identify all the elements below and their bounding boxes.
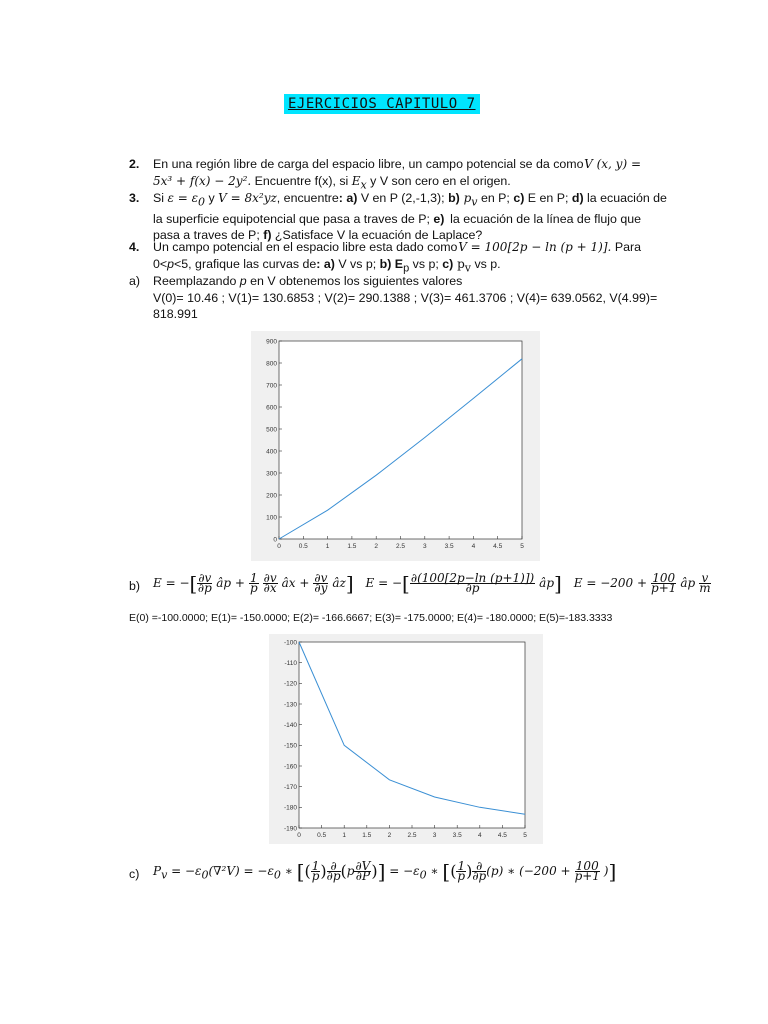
problem-text: la ecuación de xyxy=(583,191,667,205)
x-tick-label: 4.5 xyxy=(493,543,503,550)
fraction-denominator: m xyxy=(699,581,711,595)
problem-text: vs p; xyxy=(409,256,443,271)
math-bracket: ( xyxy=(340,861,347,881)
y-tick-label: -110 xyxy=(284,659,297,667)
plot-area xyxy=(279,341,522,539)
problem-text: En una región libre de carga del espacio libre, un campo potencial se da como xyxy=(153,157,584,171)
problem-text: Para xyxy=(611,240,641,254)
fraction-denominator: ∂P xyxy=(355,869,371,883)
y-tick-label: -190 xyxy=(283,825,297,833)
chart-svg xyxy=(269,634,543,844)
math-expression: V (x, y) = xyxy=(584,157,641,171)
chart-v-vs-p xyxy=(251,331,540,561)
math-bracket: ( xyxy=(304,861,311,881)
problem-text: 0< xyxy=(153,256,168,271)
x-tick-label: 0 xyxy=(297,832,301,839)
problem-text: <5, grafique las curvas de xyxy=(174,256,317,271)
fraction-denominator: ∂p xyxy=(465,581,480,595)
values-list: E(0) =-100.0000; E(1)= -150.0000; E(2)= -166.6667; E(3)= -175.0000; E(4)= -180.0000; E(5)=-183.3333 xyxy=(129,612,613,624)
x-tick-label: 3.5 xyxy=(444,543,454,550)
math-bracket: ] xyxy=(345,571,354,596)
math-bracket: [ xyxy=(442,859,451,884)
x-tick-label: 4 xyxy=(477,832,482,839)
problem-text: en V obtenemos los siguientes valores xyxy=(246,274,463,288)
fraction xyxy=(410,571,535,595)
math-expression: (p) ∗ (−200 + xyxy=(486,864,571,878)
fraction-denominator: ∂y xyxy=(314,581,328,595)
fraction-numerator: 1 xyxy=(311,859,320,873)
math-expression: ∗ xyxy=(426,864,443,878)
chart-e-vs-p xyxy=(269,634,543,844)
problem-text: vs p. xyxy=(471,256,501,271)
fraction-denominator: p+1 xyxy=(574,869,600,883)
y-tick-label: 300 xyxy=(266,470,277,478)
fraction-denominator: p xyxy=(311,869,320,883)
part-label: : a) xyxy=(316,256,335,271)
fraction-numerator: 1 xyxy=(249,571,258,585)
math-subscript: 0 xyxy=(273,868,281,882)
x-tick-label: 1.5 xyxy=(362,832,372,839)
fraction-denominator: ∂x xyxy=(263,581,277,595)
problem-text: en P; xyxy=(477,191,514,205)
math-subscript: v xyxy=(161,868,168,882)
problem-text: ¿Satisface V la ecuación de Laplace? xyxy=(271,228,483,243)
chart-svg xyxy=(251,331,540,561)
math-expression: E = −200 + xyxy=(573,576,648,590)
x-tick-label: 0.5 xyxy=(298,543,308,550)
math-subscript: v xyxy=(471,195,478,209)
x-tick-label: 1.5 xyxy=(347,543,357,550)
math-expression: âz xyxy=(332,576,346,590)
part-label: e) xyxy=(433,211,445,226)
math-symbol: p xyxy=(346,864,355,878)
x-tick-label: 3 xyxy=(422,543,427,550)
y-tick-label: 200 xyxy=(266,492,277,500)
formula-c xyxy=(153,859,617,884)
y-tick-label: 900 xyxy=(266,338,277,346)
math-expression: ) xyxy=(599,864,609,878)
part-label: a) xyxy=(129,274,141,288)
fraction-denominator: ∂p xyxy=(197,581,212,595)
x-tick-label: 0 xyxy=(277,543,281,550)
math-expression: âx + xyxy=(281,576,310,590)
problem-text: Si xyxy=(153,191,168,205)
math-symbol: p xyxy=(453,256,465,271)
math-expression: V = 100[2p − ln (p + 1)]. xyxy=(458,240,612,254)
fraction xyxy=(263,571,278,595)
math-symbol: P xyxy=(153,864,162,878)
part-label: b) xyxy=(448,191,460,205)
page-title: EJERCICIOS CAPITULO 7 xyxy=(284,94,480,114)
problem-text: la ecuación de la línea de flujo que xyxy=(450,211,641,226)
math-subscript: p xyxy=(403,261,410,274)
part-label: c) xyxy=(129,867,140,881)
math-bracket: ] xyxy=(377,859,386,884)
y-tick-label: -100 xyxy=(283,639,297,647)
fraction xyxy=(326,859,341,883)
math-expression: V = 8x²yz xyxy=(218,191,277,205)
problem-text: Encuentre f(x), si xyxy=(251,173,352,188)
values-list: 818.991 xyxy=(153,307,198,321)
problem-text: y xyxy=(205,191,219,205)
problem-text: Reemplazando xyxy=(153,274,240,288)
y-tick-label: 400 xyxy=(266,448,277,456)
problem-text: E en P; xyxy=(524,191,572,205)
y-tick-label: 0 xyxy=(273,536,277,544)
problem-number: 4. xyxy=(129,240,140,254)
math-expression: âp xyxy=(539,576,555,590)
part-label: b) xyxy=(379,256,392,271)
problem-text: Un campo potencial en el espacio libre esta dado como xyxy=(153,240,458,254)
problem-number: 2. xyxy=(129,157,140,171)
fraction xyxy=(249,571,259,595)
fraction-numerator: 100 xyxy=(575,859,599,873)
fraction-numerator: ∂ xyxy=(327,862,341,872)
math-symbol: p xyxy=(167,256,175,271)
fraction-numerator: ∂V xyxy=(355,859,371,873)
x-tick-label: 2 xyxy=(387,832,392,839)
fraction xyxy=(574,859,600,883)
fraction-numerator: ∂v xyxy=(314,571,328,585)
math-expression: = −ε xyxy=(167,864,202,878)
y-tick-label: -120 xyxy=(283,680,297,688)
fraction-numerator: v xyxy=(699,574,710,584)
fraction xyxy=(313,571,328,595)
math-subscript: 0 xyxy=(201,868,209,882)
problem-text: V vs p; xyxy=(334,256,380,271)
math-bracket: [ xyxy=(189,571,198,596)
y-tick-label: -140 xyxy=(283,721,297,729)
fraction-numerator: 100 xyxy=(652,571,676,585)
x-tick-label: 3 xyxy=(432,832,437,839)
math-bracket: ] xyxy=(608,859,617,884)
part-label: : a) xyxy=(338,191,358,205)
math-expression: âp xyxy=(680,576,696,590)
math-symbol: p xyxy=(459,191,472,205)
x-tick-label: 1 xyxy=(342,832,347,839)
math-expression: ∗ xyxy=(280,864,297,878)
math-expression: âp + xyxy=(216,576,245,590)
math-subscript: 0 xyxy=(198,195,206,209)
math-bracket: ( xyxy=(450,861,457,881)
fraction-numerator: ∂ xyxy=(472,862,486,872)
part-label: b) xyxy=(129,579,141,593)
values-list: V(0)= 10.46 ; V(1)= 130.6853 ; V(2)= 290.1388 ; V(3)= 461.3706 ; V(4)= 639.0562, V(4.99)= xyxy=(153,290,658,305)
problem-text: pasa a traves de P; xyxy=(153,228,264,243)
y-tick-label: 800 xyxy=(266,360,277,368)
math-expression: (∇²V) = −ε xyxy=(208,864,274,878)
problem-text: y V son cero en el origen. xyxy=(366,173,511,188)
part-label: f) xyxy=(263,228,272,243)
fraction xyxy=(699,571,711,595)
math-symbol: p xyxy=(239,274,247,288)
math-subscript: v xyxy=(464,260,471,274)
x-tick-label: 0.5 xyxy=(317,832,327,839)
fraction xyxy=(472,859,487,883)
math-bracket: ) xyxy=(466,861,473,881)
fraction-denominator: p+1 xyxy=(651,581,677,595)
math-expression: E = − xyxy=(153,576,190,590)
fraction-denominator: ∂p xyxy=(326,869,341,883)
math-bracket: ) xyxy=(371,861,378,881)
fraction xyxy=(651,571,677,595)
problem-number: 3. xyxy=(129,191,140,205)
math-expression: ε = ε xyxy=(167,191,199,205)
part-label: c) xyxy=(513,191,525,205)
plot-area xyxy=(299,642,525,828)
x-tick-label: 4 xyxy=(471,543,476,550)
fraction-numerator: ∂v xyxy=(263,571,277,585)
fraction xyxy=(311,859,321,883)
fraction xyxy=(197,571,212,595)
y-tick-label: 500 xyxy=(266,426,277,434)
y-tick-label: -160 xyxy=(283,763,297,771)
part-label: c) xyxy=(442,256,454,271)
math-expression: = −ε xyxy=(385,864,420,878)
fraction xyxy=(456,859,466,883)
fraction-denominator: ∂p xyxy=(472,869,487,883)
x-tick-label: 5 xyxy=(523,832,527,839)
y-tick-label: -150 xyxy=(283,742,297,750)
formula-b xyxy=(153,571,711,596)
fraction xyxy=(354,859,371,883)
x-tick-label: 3.5 xyxy=(452,832,462,839)
math-subscript: x xyxy=(360,177,367,191)
math-subscript: 0 xyxy=(419,868,427,882)
y-tick-label: -130 xyxy=(283,701,297,709)
math-bracket: ) xyxy=(320,861,327,881)
x-tick-label: 2.5 xyxy=(407,832,417,839)
problem-text: V en P (2,-1,3); xyxy=(357,191,449,205)
math-expression: E = − xyxy=(365,576,403,590)
problem-text: , encuentre xyxy=(276,191,339,205)
y-tick-label: 100 xyxy=(266,514,277,522)
fraction-denominator: p xyxy=(457,869,466,883)
math-expression: 5x³ + f(x) − 2y². xyxy=(153,173,252,188)
part-label: d) xyxy=(571,191,584,205)
fraction-denominator: p xyxy=(249,581,258,595)
math-bracket: ] xyxy=(554,571,562,596)
x-tick-label: 2 xyxy=(374,543,379,550)
y-tick-label: -170 xyxy=(283,783,297,791)
y-tick-label: -180 xyxy=(283,804,297,812)
math-bracket: [ xyxy=(296,859,305,884)
y-tick-label: 700 xyxy=(266,382,277,390)
fraction-numerator: ∂(100[2p−ln (p+1)]) xyxy=(410,571,535,585)
math-symbol: E xyxy=(351,173,361,188)
x-tick-label: 2.5 xyxy=(395,543,406,550)
problem-text: la superficie equipotencial que pasa a traves de P; xyxy=(153,211,434,226)
fraction-numerator: ∂v xyxy=(198,571,212,585)
x-tick-label: 1 xyxy=(325,543,330,550)
y-tick-label: 600 xyxy=(266,404,277,412)
x-tick-label: 4.5 xyxy=(497,832,507,839)
x-tick-label: 5 xyxy=(520,543,524,550)
math-symbol: E xyxy=(391,256,404,271)
math-bracket: [ xyxy=(402,571,410,596)
fraction-numerator: 1 xyxy=(457,859,466,873)
